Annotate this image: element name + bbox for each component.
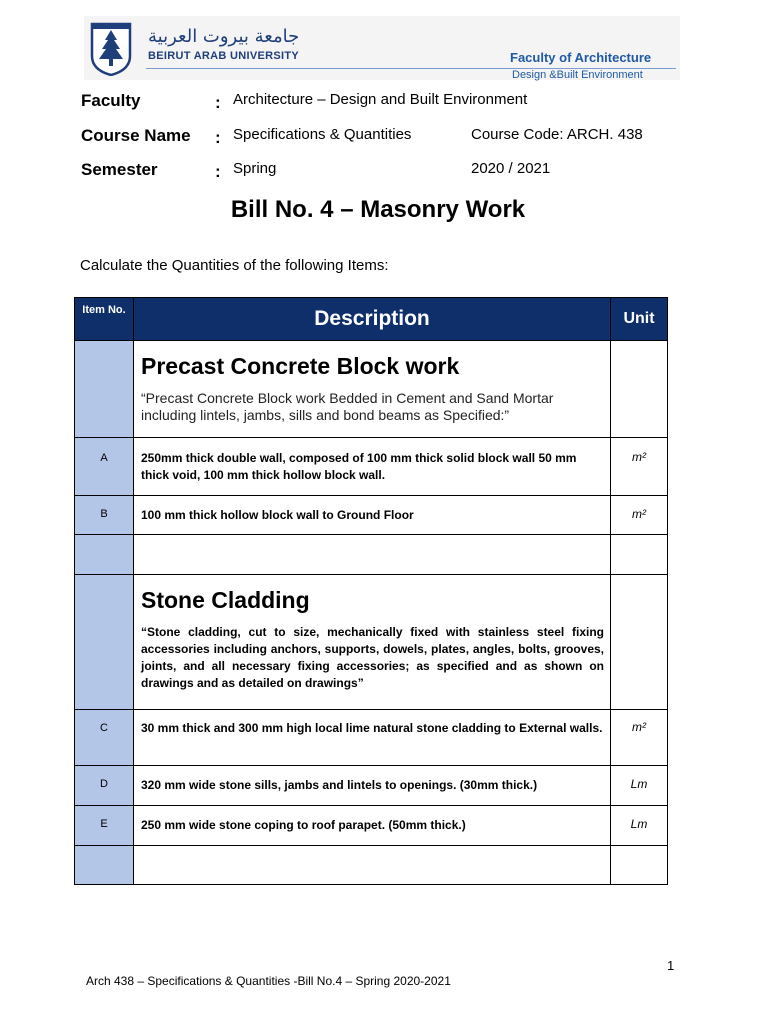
instruction-text: Calculate the Quantities of the following Items:	[80, 257, 389, 274]
item-description: 250mm thick double wall, composed of 100 mm thick solid block wall 50 mm thick void, 100 mm thick hollow block wall.	[134, 438, 611, 496]
semester-value: Spring	[233, 160, 277, 177]
page-number: 1	[667, 958, 675, 973]
faculty-label: Faculty	[81, 91, 141, 110]
semester-label: Semester	[81, 160, 158, 179]
description-cell-empty	[134, 846, 611, 885]
course-label: Course Name	[81, 126, 191, 145]
item-cell-empty	[75, 575, 134, 710]
section-cell	[134, 575, 611, 710]
item-cell-empty	[75, 341, 134, 438]
academic-year: 2020 / 2021	[471, 160, 551, 177]
item-unit: m²	[611, 710, 668, 766]
item-cell-empty	[75, 846, 134, 885]
course-value: Specifications & Quantities	[233, 126, 412, 143]
table-row	[75, 806, 668, 846]
section-note-block-work: “Precast Concrete Block work Bedded in Cement and Sand Mortar including lintels, jambs, sills and bond beams as Specified:”	[141, 390, 554, 423]
table-row	[75, 710, 668, 766]
item-unit: Lm	[611, 806, 668, 846]
unit-header: Unit	[611, 298, 668, 341]
description-header: Description	[134, 298, 611, 341]
section-title-stone-cladding: Stone Cladding	[141, 587, 310, 613]
unit-cell-empty	[611, 575, 668, 710]
item-description: 30 mm thick and 300 mm high local lime natural stone cladding to External walls.	[134, 710, 611, 766]
item-description: 100 mm thick hollow block wall to Ground Floor	[134, 496, 611, 535]
faculty-value: Architecture – Design and Built Environment	[233, 91, 528, 108]
section-row-stone-cladding	[75, 575, 668, 710]
item-no-header: Item No.	[75, 298, 134, 341]
table-header-row	[75, 298, 668, 341]
item-description: 320 mm wide stone sills, jambs and lintels to openings. (30mm thick.)	[134, 766, 611, 806]
item-cell-empty	[75, 535, 134, 575]
item-unit: m²	[611, 496, 668, 535]
item-no: A	[75, 438, 134, 496]
table-row-empty	[75, 846, 668, 885]
bill-table	[74, 297, 668, 885]
item-description: 250 mm wide stone coping to roof parapet. (50mm thick.)	[134, 806, 611, 846]
course-code: Course Code: ARCH. 438	[471, 126, 643, 143]
unit-cell-empty	[611, 341, 668, 438]
arabic-university-name: جامعة بيروت العربية	[148, 26, 300, 47]
table-row	[75, 438, 668, 496]
item-no: E	[75, 806, 134, 846]
faculty-colon: :	[215, 93, 221, 112]
university-logo	[90, 22, 132, 76]
table-row-empty	[75, 535, 668, 575]
unit-cell-empty	[611, 846, 668, 885]
table-row	[75, 496, 668, 535]
item-no: C	[75, 710, 134, 766]
section-row-block-work	[75, 341, 668, 438]
table-row	[75, 766, 668, 806]
semester-colon: :	[215, 162, 221, 181]
university-name: BEIRUT ARAB UNIVERSITY	[148, 50, 300, 62]
description-cell-empty	[134, 535, 611, 575]
page-footer: Arch 438 – Specifications & Quantities -Bill No.4 – Spring 2020-2021	[86, 974, 451, 988]
item-unit: Lm	[611, 766, 668, 806]
section-note-stone-cladding: “Stone cladding, cut to size, mechanically fixed with stainless steel fixing accessories including anchors, supports, dowels, plates, angles, bolts, grooves, joints, and all necessary fixing accessories; as specified and as shown on drawings and as detailed on drawings”	[141, 625, 604, 690]
section-title-block-work: Precast Concrete Block work	[141, 353, 460, 379]
course-colon: :	[215, 128, 221, 147]
faculty-heading: Faculty of Architecture	[510, 50, 652, 65]
item-unit: m²	[611, 438, 668, 496]
department-heading: Design &Built Environment	[512, 69, 643, 81]
item-no: D	[75, 766, 134, 806]
page-title: Bill No. 4 – Masonry Work	[230, 196, 526, 223]
item-no: B	[75, 496, 134, 535]
unit-cell-empty	[611, 535, 668, 575]
section-cell	[134, 341, 611, 438]
